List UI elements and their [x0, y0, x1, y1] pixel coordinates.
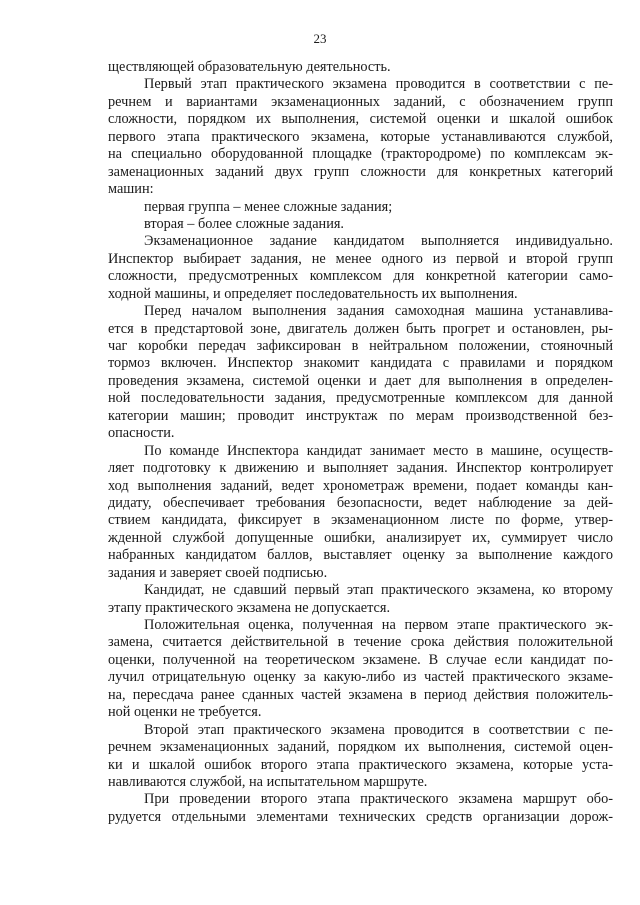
- text-line: По команде Инспектора кандидат занимает место в машине, осуществ-: [144, 442, 613, 459]
- text-line: машин:: [108, 181, 154, 198]
- text-line: ки и шкалой ошибок второго этапа практического экзамена, которые уста-: [108, 756, 613, 773]
- text-line: ется в предстартовой зоне, двигатель должен быть прогрет и остановлен, ры-: [108, 320, 613, 337]
- list-item: первая группа – менее сложные задания;: [144, 198, 393, 215]
- text-line: жденной службой допущенные ошибки, анализирует их, суммирует число: [108, 529, 613, 546]
- text-line: речнем и вариантами экзаменационных заданий, с обозначением групп: [108, 93, 613, 110]
- text-line: дидату, обеспечивает требования безопасности, ведет наблюдение за дей-: [108, 494, 613, 511]
- text-line: Второй этап практического экзамена проводится в соответствии с пе-: [144, 721, 613, 738]
- text-line: на специально оборудованной площадке (трактородроме) по комплексам эк-: [108, 146, 613, 163]
- body-text: [108, 59, 613, 826]
- page-number: 23: [313, 31, 327, 46]
- text-line: сложности, предусмотренных комплексом для конкретной категории само-: [108, 268, 613, 285]
- list-item: вторая – более сложные задания.: [144, 215, 344, 232]
- text-line: ходной машины, и определяет последовательность их выполнения.: [108, 285, 518, 302]
- text-line: задания и заверяет своей подписью.: [108, 564, 328, 581]
- text-line: набранных кандидатом баллов, выставляет оценку за выполнение каждого: [108, 547, 613, 564]
- text-line: опасности.: [108, 425, 175, 442]
- text-line: первого этапа практического экзамена, которые устанавливаются службой,: [108, 128, 613, 145]
- text-line: на, пересдача ранее сданных частей экзамена в период действия положитель-: [108, 686, 613, 703]
- text-line: навливаются службой, на испытательном маршруте.: [108, 773, 428, 790]
- text-line: Кандидат, не сдавший первый этап практического экзамена, ко второму: [144, 582, 613, 599]
- text-line: ной последовательности задания, предусмотренные комплексом для данной: [108, 390, 613, 407]
- text-line: заменационных заданий двух групп сложности для конкретных категорий: [108, 163, 613, 180]
- text-line: категории машин; проводит инструктаж по мерам производственной без-: [108, 407, 613, 424]
- text-line: сложности, порядком их выполнения, системой оценки и шкалой ошибок: [108, 111, 613, 128]
- text-line: ной оценки не требуется.: [108, 704, 262, 721]
- text-line: Инспектор выбирает задания, не менее одного из первой и второй групп: [108, 250, 613, 267]
- text-line: речнем экзаменационных заданий, порядком их выполнения, системой оцен-: [108, 739, 613, 756]
- text-line: проведения экзамена, системой оценки и дает для выполнения в определен-: [108, 372, 613, 389]
- text-line: Первый этап практического экзамена проводится в соответствии с пе-: [144, 76, 613, 93]
- text-line: оценки, полученной на теоретическом экзамене. В случае если кандидат по-: [108, 651, 613, 668]
- text-line: этапу практического экзамена не допускается.: [108, 599, 391, 616]
- text-line: При проведении второго этапа практического экзамена маршрут обо-: [144, 791, 613, 808]
- text-line: Положительная оценка, полученная на первом этапе практического эк-: [144, 617, 613, 633]
- text-line: Перед началом выполнения задания самоходная машина устанавлива-: [144, 303, 613, 320]
- text-line: замена, считается действительной в течение срока действия положительной: [108, 634, 613, 651]
- text-line: ляет подготовку к движению и выполняет задания. Инспектор контролирует: [108, 460, 613, 477]
- text-line: чаг коробки передач зафиксирован в нейтральном положении, стояночный: [108, 338, 613, 354]
- text-line: тормоз включен. Инспектор знакомит кандидата с правилами и порядком: [108, 355, 613, 372]
- text-line: рудуется отдельными элементами технических средств организации дорож-: [108, 808, 613, 825]
- text-line: ствием кандидата, фиксирует в экзаменационном листе по форме, утвер-: [108, 512, 613, 529]
- text-line: Экзаменационное задание кандидатом выполняется индивидуально.: [144, 233, 613, 250]
- text-line: лучил отрицательную оценку за какую-либо из частей практического экзаме-: [108, 669, 613, 686]
- text-line: ход выполнения заданий, ведет хронометраж времени, подает команды кан-: [108, 477, 613, 494]
- text-line: ществляющей образовательную деятельность.: [108, 59, 391, 75]
